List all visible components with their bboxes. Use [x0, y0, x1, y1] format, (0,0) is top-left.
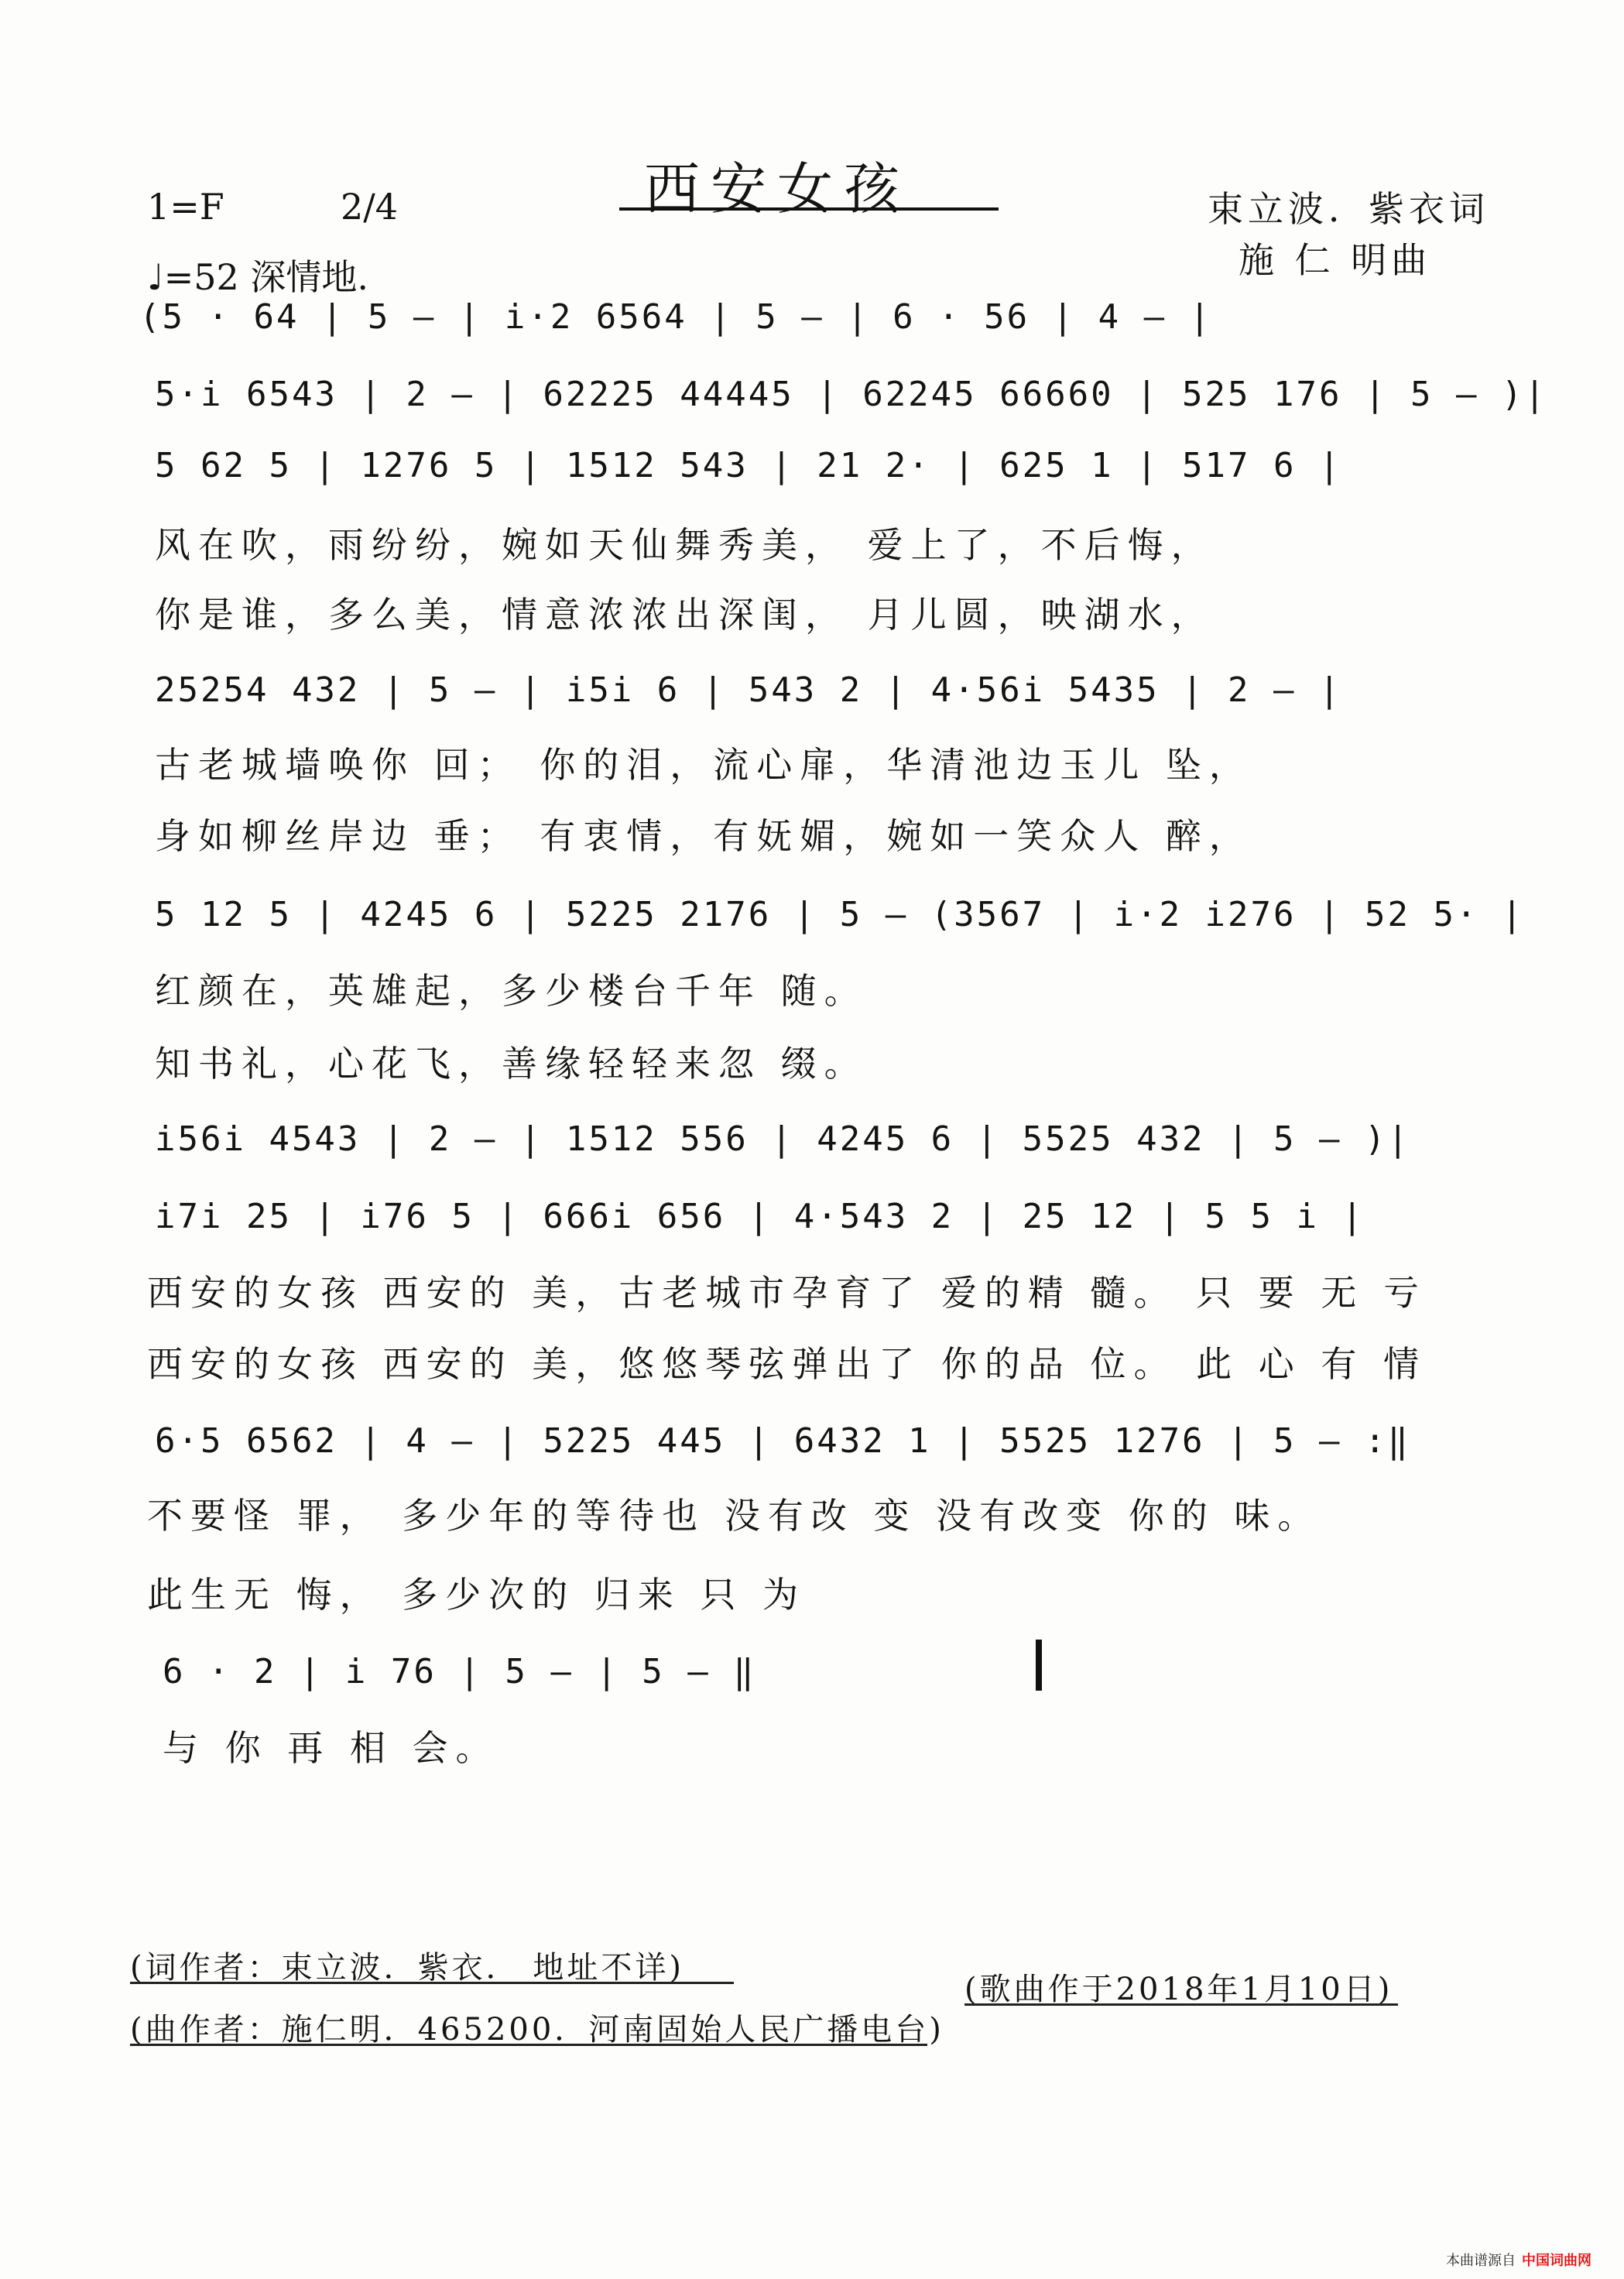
score-line-6: i56i 4543 | 2 — | 1512 556 | 4245 6 | 5525 432 | 5 — )| — [155, 1119, 1410, 1159]
right-edge-marks — [1607, 0, 1624, 2279]
composer-note: (曲作者：施仁明．465200．河南固始人民广播电台) — [130, 2012, 944, 2048]
tempo-marking: ♩=52 深情地. — [147, 256, 369, 298]
lyric-line-8-verse-2: 此生无 悔， 多少次的 归来 只 为 — [147, 1574, 807, 1616]
score-line-5: 5 12 5 | 4245 6 | 5225 2176 | 5 — (3567 | i·2 i276 | 52 5· | — [155, 895, 1525, 934]
score-line-3: 5 62 5 | 1276 5 | 1512 543 | 21 2· | 625 1 | 517 6 | — [155, 446, 1342, 485]
title-underline — [619, 207, 999, 211]
lyricist-note-underline — [130, 1982, 734, 1984]
lyric-line-7-verse-2: 西安的女孩 西安的 美，悠悠琴弦弹出了 你的品 位。 此 心 有 情 — [147, 1343, 1427, 1385]
lyric-line-9-verse-1: 与 你 再 相 会。 — [163, 1727, 499, 1769]
lyricist-note: (词作者：束立波．紫衣． 地址不详) — [130, 1950, 684, 1986]
key-signature: 1=F — [147, 186, 224, 228]
score-line-1: (5 · 64 | 5 — | i·2 6564 | 5 — | 6 · 56 | 4 — | — [139, 297, 1213, 337]
score-line-8: 6·5 6562 | 4 — | 5225 445 | 6432 1 | 5525 1276 | 5 — :‖ — [155, 1421, 1410, 1461]
time-signature: 2/4 — [341, 186, 399, 228]
lyric-line-7-verse-1: 西安的女孩 西安的 美，古老城市孕育了 爱的精 髓。 只 要 无 亏 — [147, 1272, 1427, 1314]
score-line-9: 6 · 2 | i 76 | 5 — | 5 — ‖ — [163, 1652, 756, 1691]
score-line-2: 5·i 6543 | 2 — | 62225 44445 | 62245 66660 | 525 176 | 5 — )| — [155, 375, 1547, 414]
final-barline — [1036, 1640, 1042, 1691]
date-note-underline — [964, 2003, 1398, 2006]
lyric-line-5-verse-2: 知书礼，心花飞，善缘轻轻来忽 缀。 — [155, 1043, 868, 1085]
lyric-line-4-verse-2: 身如柳丝岸边 垂； 有衷情，有妩媚，婉如一笑众人 醉， — [155, 815, 1252, 857]
composer-note-underline — [130, 2044, 927, 2046]
lyric-line-5-verse-1: 红颜在，英雄起，多少楼台千年 随。 — [155, 970, 868, 1012]
lyric-line-3-verse-2: 你是谁，多么美，情意浓浓出深闺， 月儿圆，映湖水， — [155, 594, 1215, 636]
lyric-line-3-verse-1: 风在吹，雨纷纷，婉如天仙舞秀美， 爱上了，不后悔， — [155, 524, 1215, 566]
score-line-4: 25254 432 | 5 — | i5i 6 | 543 2 | 4·56i 5435 | 2 — | — [155, 670, 1342, 710]
date-note: (歌曲作于2018年1月10日) — [964, 1972, 1393, 2007]
left-edge-marks — [0, 0, 17, 2279]
source-brand[interactable]: 中国词曲网 — [1522, 2253, 1591, 2269]
score-line-7: i7i 25 | i76 5 | 666i 656 | 4·543 2 | 25 12 | 5 5 i | — [155, 1197, 1365, 1236]
lyric-line-8-verse-1: 不要怪 罪， 多少年的等待也 没有改 变 没有改变 你的 味。 — [147, 1495, 1321, 1537]
song-title: 西安女孩 — [644, 156, 911, 221]
lyric-line-4-verse-1: 古老城墙唤你 回； 你的泪，流心扉，华清池边玉儿 坠， — [155, 744, 1252, 786]
composer-credit: 施 仁 明曲 — [1239, 239, 1432, 281]
source-label: 本曲谱源自 — [1446, 2253, 1516, 2269]
lyricist-credit: 束立波．紫衣词 — [1208, 188, 1489, 230]
